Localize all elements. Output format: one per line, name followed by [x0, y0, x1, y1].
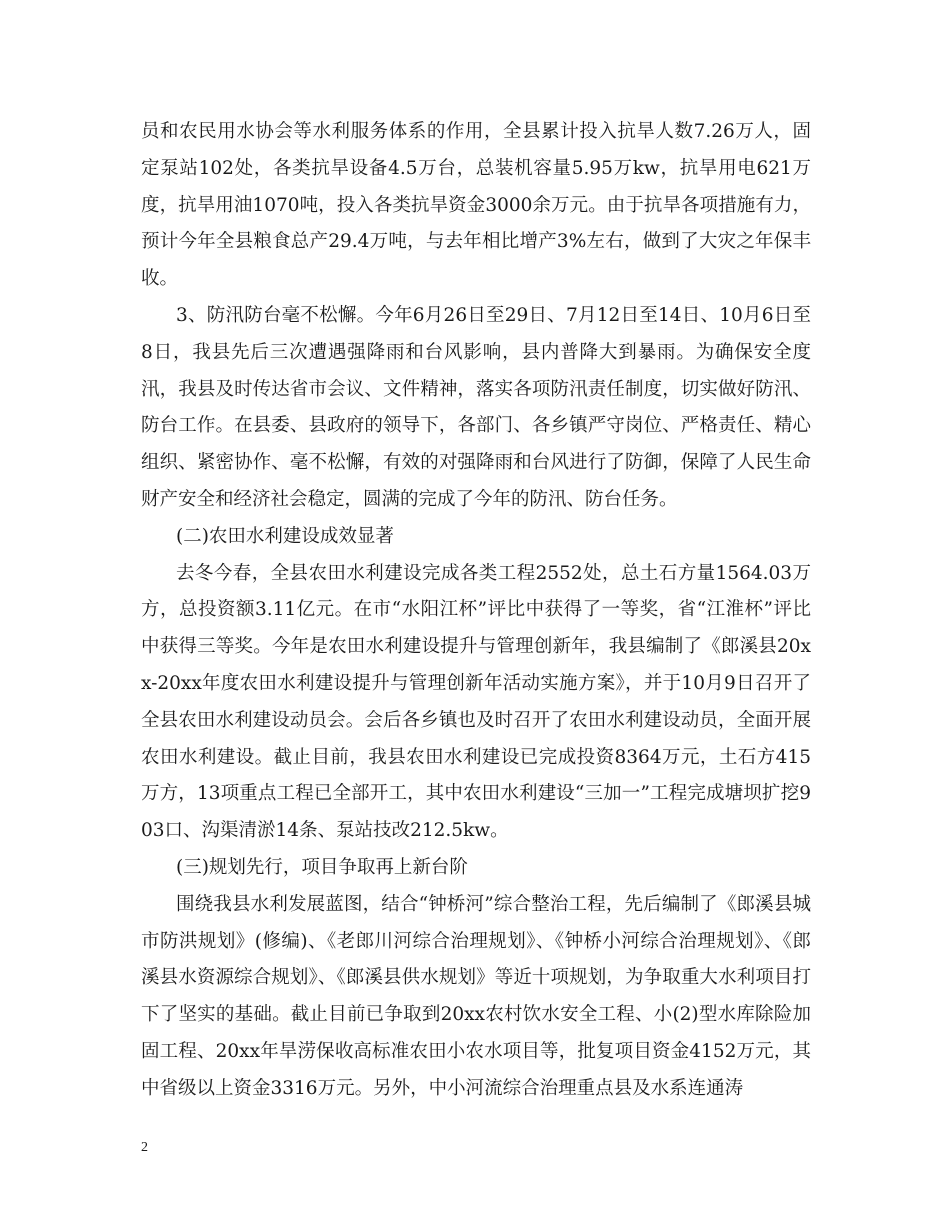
section-heading-planning: (三)规划先行，项目争取再上新台阶 [176, 856, 468, 878]
paragraph-drought-stats: 员和农民用水协会等水利服务体系的作用，全县累计投入抗旱人数7.26万人，固定泵站102处，各类抗旱设备4.5万台，总装机容量5.95万kw，抗旱用电621万度，抗旱用油1070吨，投入各类抗旱资金3000余万元。由于抗旱各项措施有力，预计今年全县粮食总产29.4万吨，与去年相比增产3%左右，做到了大灾之年保丰收。 [141, 121, 811, 290]
paragraph-farmland-results: 去冬今春，全县农田水利建设完成各类工程2552处，总土石方量1564.03万方，总投资额3.11亿元。在市“水阳江杯”评比中获得了一等奖，省“江淮杯”评比中获得三等奖。今年是农田水利建设提升与管理创新年，我县编制了《郎溪县20xx-20xx年度农田水利建设提升与管理创新年活动实施方案》，并于10月9日召开了全县农田水利建设动员会。会后各乡镇也及时召开了农田水利建设动员，全面开展农田水利建设。截止目前，我县农田水利建设已完成投资8364万元，土石方415万方，13项重点工程已全部开工，其中农田水利建设“三加一”工程完成塘坝扩挖903口、沟渠清淤14条、泵站技改212.5kw。 [141, 562, 811, 842]
section-heading-farmland: (二)农田水利建设成效显著 [176, 525, 394, 547]
paragraph-flood-control: 3、防汛防台毫不松懈。今年6月26日至29日、7月12日至14日、10月6日至8日，我县先后三次遭遇强降雨和台风影响，县内普降大到暴雨。为确保安全度汛，我县及时传达省市会议、文件精神，落实各项防汛责任制度，切实做好防汛、防台工作。在县委、县政府的领导下，各部门、各乡镇严守岗位、严格责任、精心组织、紧密协作、毫不松懈，有效的对强降雨和台风进行了防御，保障了人民生命财产安全和经济社会稳定，圆满的完成了今年的防汛、防台任务。 [141, 304, 811, 510]
page-number: 2 [141, 1140, 148, 1155]
document-body [141, 114, 811, 1108]
paragraph-planning: 围绕我县水利发展蓝图，结合“钟桥河”综合整治工程，先后编制了《郎溪县城市防洪规划》(修编)、《老郎川河综合治理规划》、《钟桥小河综合治理规划》、《郎溪县水资源综合规划》、《郎溪县供水规划》等近十项规划，为争取重大水利项目打下了坚实的基础。截止目前已争取到20xx农村饮水安全工程、小(2)型水库除险加固工程、20xx年旱涝保收高标准农田小农水项目等，批复项目资金4152万元，其中省级以上资金3316万元。另外，中小河流综合治理重点县及水系连通涛 [141, 893, 811, 1099]
